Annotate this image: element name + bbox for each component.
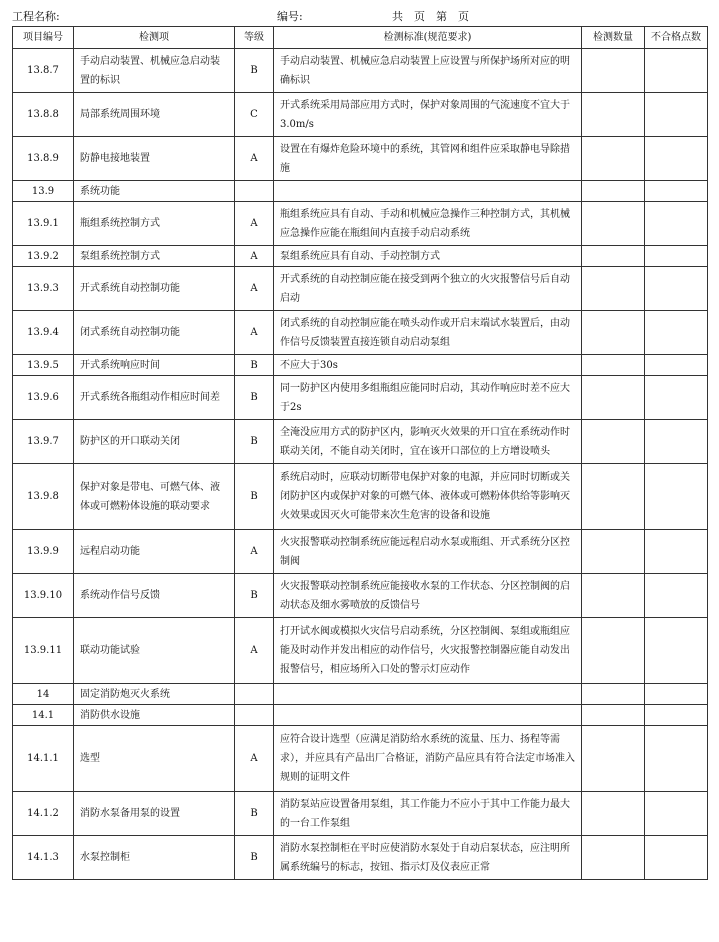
item-number-cell: 13.9.8	[13, 464, 74, 530]
column-header: 检测项	[74, 27, 235, 49]
item-number-cell: 13.9.2	[13, 246, 74, 267]
check-count-cell	[582, 137, 645, 181]
check-item-cell: 手动启动装置、机械应急启动装置的标识	[74, 49, 235, 93]
check-count-cell	[582, 267, 645, 311]
number-label: 编号:	[277, 10, 303, 23]
table-row	[13, 726, 708, 792]
check-item-cell: 消防供水设施	[74, 705, 235, 726]
grade-cell: A	[235, 530, 274, 574]
table-row	[13, 618, 708, 684]
standard-cell: 开式系统采用局部应用方式时，保护对象周围的气流速度不宜大于3.0m/s	[274, 93, 582, 137]
table-row	[13, 836, 708, 880]
table-row	[13, 464, 708, 530]
check-count-cell	[582, 420, 645, 464]
check-count-cell	[582, 246, 645, 267]
column-header: 不合格点数	[645, 27, 708, 49]
standard-cell: 系统启动时，应联动切断带电保护对象的电源，并应同时切断或关闭防护区内或保护对象的可燃气体、液体或可燃粉体供给等影响灭火效果或因灭火可能带来次生危害的设备和设施	[274, 464, 582, 530]
table-row	[13, 530, 708, 574]
grade-cell: B	[235, 49, 274, 93]
check-item-cell: 保护对象是带电、可燃气体、液体或可燃粉体设施的联动要求	[74, 464, 235, 530]
form-header	[0, 8, 719, 24]
fail-count-cell	[645, 376, 708, 420]
fail-count-cell	[645, 574, 708, 618]
check-item-cell: 瓶组系统控制方式	[74, 202, 235, 246]
check-count-cell	[582, 726, 645, 792]
inspection-table	[12, 26, 708, 880]
check-item-cell: 开式系统响应时间	[74, 355, 235, 376]
check-item-cell: 消防水泵备用泵的设置	[74, 792, 235, 836]
standard-cell: 消防泵站应设置备用泵组，其工作能力不应小于其中工作能力最大的一台工作泵组	[274, 792, 582, 836]
column-header: 项目编号	[13, 27, 74, 49]
item-number-cell: 14.1.1	[13, 726, 74, 792]
item-number-cell: 13.9.1	[13, 202, 74, 246]
item-number-cell: 13.9.10	[13, 574, 74, 618]
standard-cell	[274, 181, 582, 202]
grade-cell	[235, 684, 274, 705]
check-item-cell: 远程启动功能	[74, 530, 235, 574]
standard-cell: 全淹没应用方式的防护区内，影响灭火效果的开口宜在系统动作时联动关闭，不能自动关闭时，宜在该开口部位的上方增设喷头	[274, 420, 582, 464]
check-count-cell	[582, 355, 645, 376]
check-item-cell: 固定消防炮灭火系统	[74, 684, 235, 705]
grade-cell: B	[235, 376, 274, 420]
grade-cell: B	[235, 420, 274, 464]
table-row	[13, 792, 708, 836]
check-count-cell	[582, 311, 645, 355]
fail-count-cell	[645, 181, 708, 202]
grade-cell: B	[235, 464, 274, 530]
table-row	[13, 574, 708, 618]
grade-cell: B	[235, 792, 274, 836]
item-number-cell: 13.9.5	[13, 355, 74, 376]
check-item-cell: 闭式系统自动控制功能	[74, 311, 235, 355]
check-item-cell: 局部系统周围环境	[74, 93, 235, 137]
fail-count-cell	[645, 420, 708, 464]
standard-cell: 开式系统的自动控制应能在接受到两个独立的火灾报警信号后自动启动	[274, 267, 582, 311]
table-row	[13, 684, 708, 705]
table-row	[13, 376, 708, 420]
standard-cell: 不应大于30s	[274, 355, 582, 376]
check-item-cell: 开式系统自动控制功能	[74, 267, 235, 311]
table-row	[13, 246, 708, 267]
page-count-label: 共 页 第 页	[392, 10, 469, 23]
check-item-cell: 防静电接地装置	[74, 137, 235, 181]
check-count-cell	[582, 202, 645, 246]
fail-count-cell	[645, 311, 708, 355]
fail-count-cell	[645, 530, 708, 574]
fail-count-cell	[645, 705, 708, 726]
check-count-cell	[582, 464, 645, 530]
standard-cell: 消防水泵控制柜在平时应使消防水泵处于自动启泵状态，应注明所属系统编号的标志，按钮、指示灯及仪表应正常	[274, 836, 582, 880]
check-item-cell: 选型	[74, 726, 235, 792]
fail-count-cell	[645, 267, 708, 311]
check-count-cell	[582, 530, 645, 574]
table-row	[13, 202, 708, 246]
check-item-cell: 水泵控制柜	[74, 836, 235, 880]
check-count-cell	[582, 376, 645, 420]
standard-cell: 应符合设计选型（应满足消防给水系统的流量、压力、扬程等需求），并应具有产品出厂合格证，消防产品应具有符合法定市场准入规则的证明文件	[274, 726, 582, 792]
item-number-cell: 13.9.7	[13, 420, 74, 464]
fail-count-cell	[645, 792, 708, 836]
standard-cell: 设置在有爆炸危险环境中的系统，其管网和组件应采取静电导除措施	[274, 137, 582, 181]
check-count-cell	[582, 618, 645, 684]
check-count-cell	[582, 684, 645, 705]
check-count-cell	[582, 49, 645, 93]
grade-cell: A	[235, 311, 274, 355]
table-row	[13, 311, 708, 355]
fail-count-cell	[645, 93, 708, 137]
fail-count-cell	[645, 726, 708, 792]
check-count-cell	[582, 574, 645, 618]
check-count-cell	[582, 705, 645, 726]
standard-cell: 火灾报警联动控制系统应能远程启动水泵或瓶组、开式系统分区控制阀	[274, 530, 582, 574]
check-count-cell	[582, 792, 645, 836]
table-row	[13, 355, 708, 376]
table-row	[13, 137, 708, 181]
fail-count-cell	[645, 464, 708, 530]
item-number-cell: 14.1.2	[13, 792, 74, 836]
table-row	[13, 267, 708, 311]
grade-cell: A	[235, 267, 274, 311]
item-number-cell: 13.9	[13, 181, 74, 202]
standard-cell	[274, 684, 582, 705]
fail-count-cell	[645, 246, 708, 267]
item-number-cell: 13.8.8	[13, 93, 74, 137]
check-count-cell	[582, 93, 645, 137]
item-number-cell: 13.9.9	[13, 530, 74, 574]
item-number-cell: 13.9.11	[13, 618, 74, 684]
check-item-cell: 防护区的开口联动关闭	[74, 420, 235, 464]
item-number-cell: 13.9.6	[13, 376, 74, 420]
fail-count-cell	[645, 836, 708, 880]
grade-cell: C	[235, 93, 274, 137]
item-number-cell: 13.9.3	[13, 267, 74, 311]
standard-cell: 瓶组系统应具有自动、手动和机械应急操作三种控制方式，其机械应急操作应能在瓶组间内直接手动启动系统	[274, 202, 582, 246]
table-row	[13, 705, 708, 726]
check-item-cell: 系统动作信号反馈	[74, 574, 235, 618]
standard-cell	[274, 705, 582, 726]
grade-cell: A	[235, 246, 274, 267]
item-number-cell: 14	[13, 684, 74, 705]
check-item-cell: 联动功能试验	[74, 618, 235, 684]
grade-cell: A	[235, 202, 274, 246]
standard-cell: 手动启动装置、机械应急启动装置上应设置与所保护场所对应的明确标识	[274, 49, 582, 93]
table-row	[13, 49, 708, 93]
grade-cell: A	[235, 618, 274, 684]
fail-count-cell	[645, 684, 708, 705]
project-name-label: 工程名称:	[12, 10, 60, 23]
grade-cell: B	[235, 574, 274, 618]
item-number-cell: 13.8.7	[13, 49, 74, 93]
grade-cell	[235, 181, 274, 202]
standard-cell: 同一防护区内使用多组瓶组应能同时启动，其动作响应时差不应大于2s	[274, 376, 582, 420]
standard-cell: 泵组系统应具有自动、手动控制方式	[274, 246, 582, 267]
fail-count-cell	[645, 137, 708, 181]
fail-count-cell	[645, 49, 708, 93]
grade-cell: B	[235, 355, 274, 376]
check-count-cell	[582, 836, 645, 880]
item-number-cell: 14.1	[13, 705, 74, 726]
fail-count-cell	[645, 202, 708, 246]
column-header: 检测数量	[582, 27, 645, 49]
standard-cell: 闭式系统的自动控制应能在喷头动作或开启末端试水装置后，由动作信号反馈装置直接连锁自动启动泵组	[274, 311, 582, 355]
table-row	[13, 181, 708, 202]
item-number-cell: 13.8.9	[13, 137, 74, 181]
column-header: 检测标准(规范要求)	[274, 27, 582, 49]
standard-cell: 火灾报警联动控制系统应能接收水泵的工作状态、分区控制阀的启动状态及细水雾喷放的反馈信号	[274, 574, 582, 618]
fail-count-cell	[645, 618, 708, 684]
item-number-cell: 13.9.4	[13, 311, 74, 355]
check-item-cell: 开式系统各瓶组动作相应时间差	[74, 376, 235, 420]
check-count-cell	[582, 181, 645, 202]
grade-cell: A	[235, 726, 274, 792]
check-item-cell: 泵组系统控制方式	[74, 246, 235, 267]
table-row	[13, 420, 708, 464]
table-row	[13, 93, 708, 137]
column-header: 等级	[235, 27, 274, 49]
grade-cell	[235, 705, 274, 726]
standard-cell: 打开试水阀或模拟火灾信号启动系统，分区控制阀、泵组或瓶组应能及时动作并发出相应的动作信号，火灾报警控制器应能自动发出报警信号，相应场所入口处的警示灯应动作	[274, 618, 582, 684]
grade-cell: A	[235, 137, 274, 181]
check-item-cell: 系统功能	[74, 181, 235, 202]
table-header-row	[13, 27, 708, 49]
grade-cell: B	[235, 836, 274, 880]
item-number-cell: 14.1.3	[13, 836, 74, 880]
fail-count-cell	[645, 355, 708, 376]
